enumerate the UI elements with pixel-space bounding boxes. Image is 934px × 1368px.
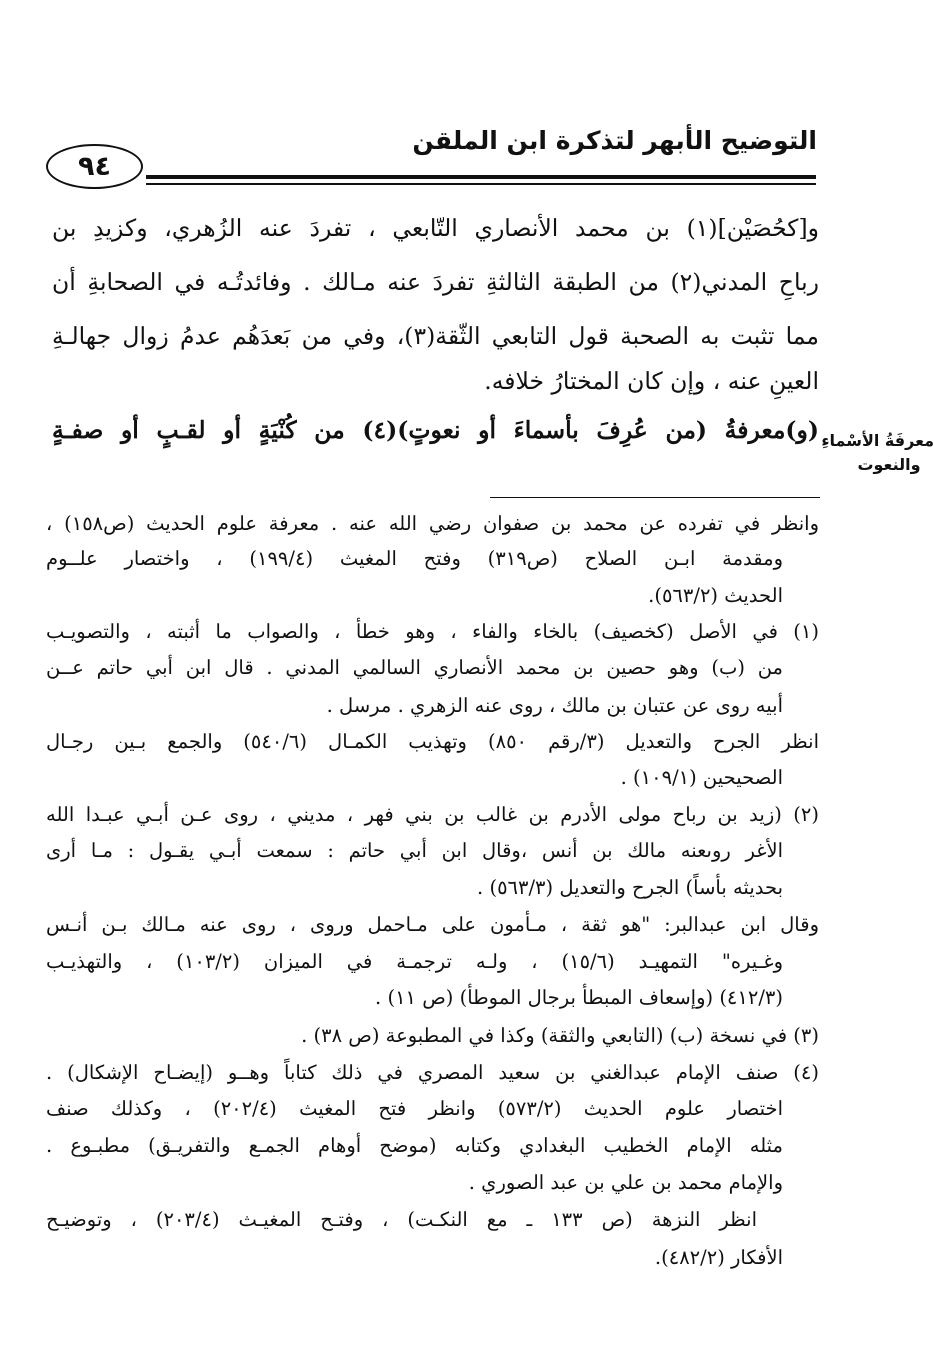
margin-section-heading: [821, 429, 934, 477]
main-text-line: العينِ عنه ، وإن كان المختارُ خلافه.: [484, 367, 819, 395]
footnote-line: من (ب) وهو حصين بن محمد الأنصاري السالمي المدني . قال ابن أبي حاتم عــن: [46, 656, 783, 679]
footnote-line: (١) في الأصل (كخصيف) بالخاء والفاء ، وهو خطأ ، والصواب ما أثبته ، والتصويـب: [46, 620, 819, 643]
footnote-line: (٤) صنف الإمام عبدالغني بن سعيد المصري في ذلك كتاباً وهــو (إيضـاح الإشكال) .: [46, 1061, 819, 1084]
footnote-line: وانظر في تفرده عن محمد بن صفوان رضي الله عنه . معرفة علوم الحديث (ص١٥٨) ،: [46, 512, 819, 535]
footnote-line: وقال ابن عبدالبر: "هو ثقة ، مـأمون على مـاحمل وروى ، روى عنه مـالك بـن أنـس: [46, 913, 819, 936]
footnote-line: والإمام محمد بن علي بن عبد الصوري .: [468, 1171, 783, 1194]
footnote-line: انظر النزهة (ص ١٣٣ ـ مع النكـت) ، وفتـح المغيـث (٢٠٣/٤) ، وتوضيـح: [46, 1208, 757, 1231]
footnote-line: الصحيحين (١٠٩/١) .: [620, 766, 783, 789]
main-text-line: رباحِ المدني(٢) من الطبقة الثالثةِ تفردَ عنه مـالك . وفائدتُـه في الصحابةِ أن: [52, 268, 819, 296]
footnote-line: أبيه روى عن عتبان بن مالك ، روى عنه الزهري . مرسل .: [326, 694, 783, 717]
page-number: ٩٤: [46, 144, 143, 189]
footnote-separator: [490, 497, 820, 498]
header-rule-thick: [146, 175, 816, 179]
main-text-line: (و)معرفةُ (من عُرِفَ بأسماءَ أو نعوتٍ)(٤) من كُنْيَةٍ أو لقـبٍ أو صفـةٍ: [52, 416, 819, 444]
footnote-line: ومقدمة ابـن الصلاح (ص٣١٩) وفتح المغيث (١٩٩/٤) ، واختصار علــوم: [46, 547, 784, 570]
footnote-line: وغـيره" التمهيـد (١٥/٦) ، ولـه ترجمـة في الميزان (١٠٣/٢) ، والتهذيـب: [46, 950, 784, 973]
margin-heading-line: معرفَةُ الأسْماءِ: [821, 431, 934, 450]
running-header-title: التوضيح الأبهر لتذكرة ابن الملقن: [412, 126, 817, 155]
footnote-line: بحديثه بأساً) الجرح والتعديل (٥٦٣/٣) .: [477, 876, 783, 899]
main-text-line: و[كحُصَيْن](١) بن محمد الأنصاري التّابعي ، تفردَ عنه الزُهري، وكزيدِ بن: [52, 214, 819, 242]
main-text-line: مما تثبت به الصحبة قول التابعي الثّقة(٣)، وفي من بَعدَهُم عدمُ زوال جهالـةِ: [52, 322, 819, 350]
footnote-line: اختصار علوم الحديث (٥٧٣/٢) وانظر فتح المغيث (٢٠٢/٤) ، وكذلك صنف: [46, 1097, 783, 1120]
footnote-line: (٤١٢/٣) (وإسعاف المبطأ برجال الموطأ) (ص ١١) .: [375, 986, 783, 1009]
footnote-line: الحديث (٥٦٣/٢).: [648, 584, 783, 607]
footnote-line: (٣) في نسخة (ب) (التابعي والثقة) وكذا في المطبوعة (ص ٣٨) .: [301, 1024, 819, 1047]
footnote-line: (٢) (زيد بن رباح مولى الأدرم بن غالب بن بني فهر ، مديني ، روى عـن أبـي عبـدا الله: [46, 803, 819, 826]
header-rule-thin: [146, 183, 816, 185]
footnote-line: انظر الجرح والتعديل (٣/رقم ٨٥٠) وتهذيب الكمـال (٥٤٠/٦) والجمع بـين رجـال: [46, 730, 819, 753]
footnote-line: الأغر روىعنه مالك بن أنس ،وقال ابن أبي حاتم : سمعت أبـي يقـول : مـا أرى: [46, 839, 783, 862]
footnote-line: الأفكار (٤٨٢/٢).: [654, 1246, 783, 1269]
footnote-line: مثله الإمام الخطيب البغدادي وكتابه (موضح أوهام الجمـع والتفريـق) مطبـوع .: [46, 1134, 783, 1157]
margin-heading-line: والنعوت: [857, 455, 921, 474]
